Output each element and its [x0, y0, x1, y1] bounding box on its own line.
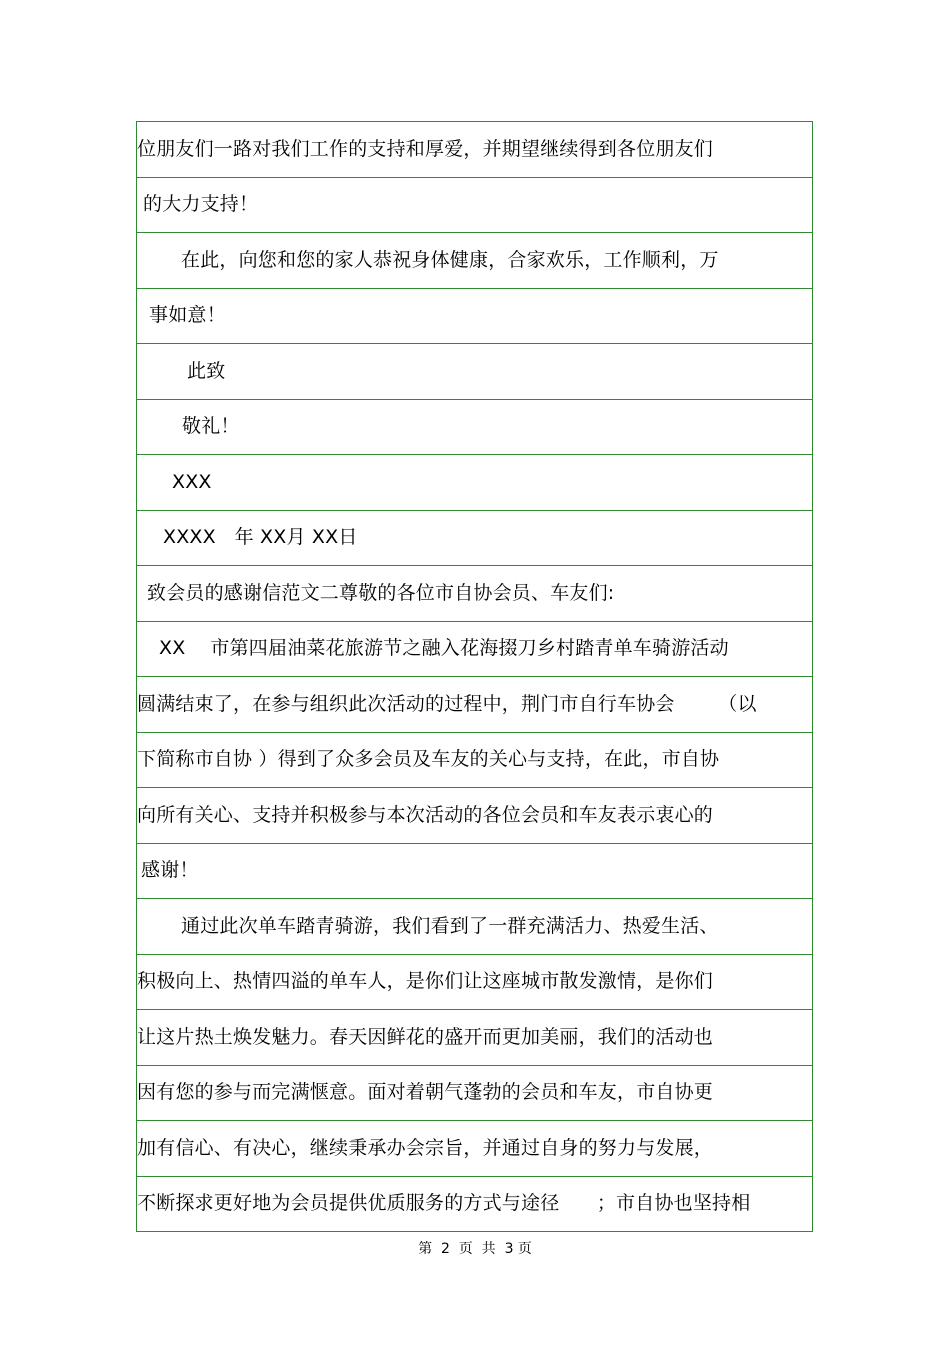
text-line: [137, 344, 812, 400]
text-line: [137, 955, 812, 1011]
text-line-content: 此致: [187, 359, 226, 382]
text-line: [137, 400, 812, 456]
text-line-content: 圆满结束了，在参与组织此次活动的过程中，荆门市自行车协会 （以: [137, 692, 757, 715]
text-line-content: 下简称市自协 ）得到了众多会员及车友的关心与支持，在此，市自协: [137, 748, 720, 771]
text-line-content: 感谢！: [141, 859, 199, 882]
text-line-content: 致会员的感谢信范文二尊敬的各位市自协会员、车友们:: [147, 581, 615, 604]
text-line-content: 不断探求更好地为会员提供优质服务的方式与途径 ；市自协也坚持相: [137, 1192, 751, 1215]
text-line: [137, 1177, 812, 1233]
text-line: [137, 733, 812, 789]
text-line-content: 敬礼！: [182, 415, 240, 438]
text-line: [137, 455, 812, 511]
text-line: [137, 844, 812, 900]
page-number-footer: 第 2 页 共 3 页: [418, 1241, 532, 1257]
text-line-content: 通过此次单车踏青骑游，我们看到了一群充满活力、热爱生活、: [181, 914, 719, 937]
text-line: [137, 566, 812, 622]
text-line-content: 位朋友们一路对我们工作的支持和厚爱，并期望继续得到各位朋友们: [137, 137, 714, 160]
text-line-content: XXXX 年 XX月 XX日: [163, 526, 358, 549]
text-line: [137, 289, 812, 345]
text-line-content: 加有信心、有决心，继续秉承办会宗旨，并通过自身的努力与发展，: [137, 1136, 714, 1159]
text-line: [137, 1121, 812, 1177]
text-line: [137, 1010, 812, 1066]
text-line: [137, 622, 812, 678]
text-line-content: 事如意！: [149, 304, 226, 327]
text-line: [137, 122, 812, 178]
text-line-content: 的大力支持！: [143, 193, 259, 216]
text-line: [137, 788, 812, 844]
text-line: [137, 511, 812, 567]
text-line-content: 在此，向您和您的家人恭祝身体健康，合家欢乐，工作顺利，万: [181, 248, 719, 271]
text-line: [137, 1066, 812, 1122]
text-line-content: 因有您的参与而完满惬意。面对着朝气蓬勃的会员和车友，市自协更: [137, 1081, 714, 1104]
text-line-content: XX 市第四届油菜花旅游节之融入花海掇刀乡村踏青单车骑游活动: [159, 637, 729, 660]
text-line: [137, 233, 812, 289]
text-line-content: XXX: [172, 470, 212, 493]
document-body: [136, 121, 813, 1232]
text-line-content: 向所有关心、支持并积极参与本次活动的各位会员和车友表示衷心的: [137, 803, 714, 826]
text-line-content: 让这片热土焕发魅力。春天因鲜花的盛开而更加美丽，我们的活动也: [137, 1025, 714, 1048]
text-line: [137, 677, 812, 733]
text-line: [137, 178, 812, 234]
text-line-content: 积极向上、热情四溢的单车人，是你们让这座城市散发激情，是你们: [137, 970, 714, 993]
text-line: [137, 899, 812, 955]
